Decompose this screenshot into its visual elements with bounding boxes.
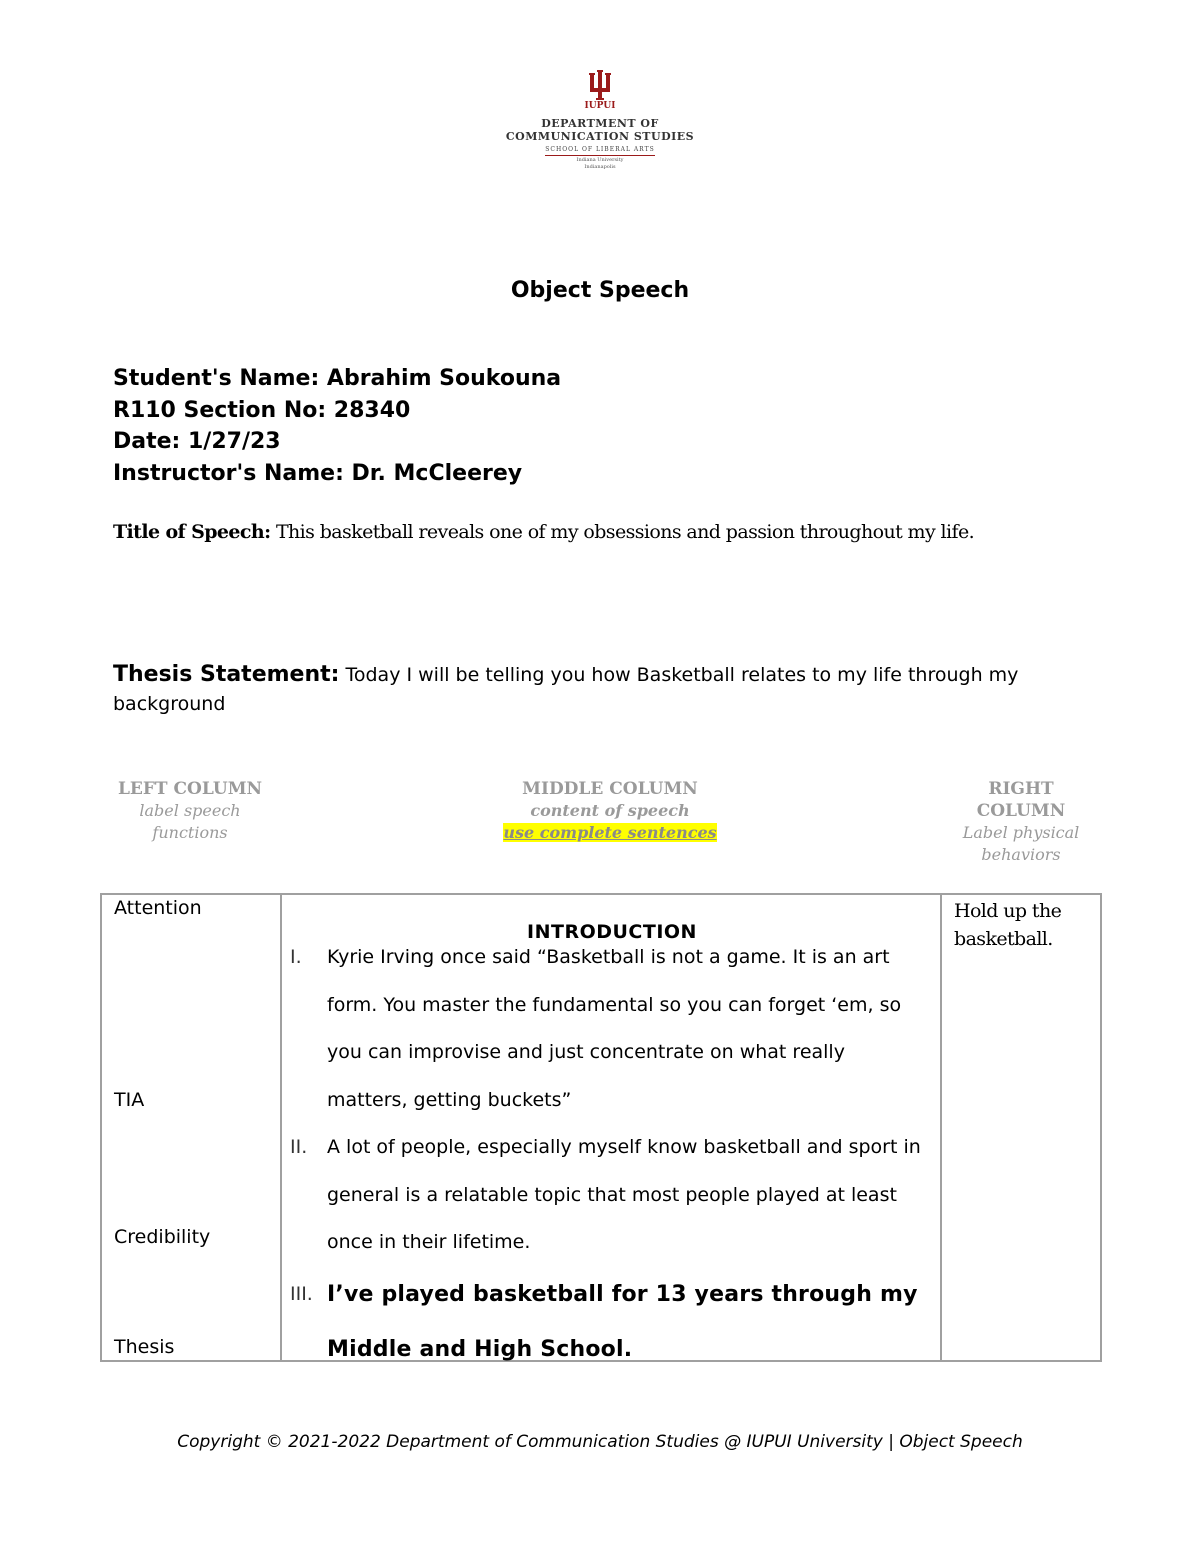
outline-item-1 [290,934,930,1124]
label-thesis: Thesis [114,1336,175,1358]
middle-column-sub1: content of speech [530,801,690,820]
department-logo [490,70,710,185]
left-column-sub2: functions [152,823,228,842]
thesis-text: Today I will be telling you how Basketball relates to my life through my background [113,664,1019,715]
logo-rule [545,155,655,156]
label-attention: Attention [114,897,202,919]
left-column-sub1: label speech [139,801,241,820]
instructor-name: Instructor's Name: Dr. McCleerey [113,460,523,486]
outline-item-3-number: III. [290,1283,313,1305]
outline-item-2-text: A lot of people, especially myself know basketball and sport in general is a relatable topic that most people played at least once in their lifetime. [327,1136,921,1253]
left-column-heading [110,778,270,844]
logo-univ-line2: Indianapolis [584,164,616,170]
thesis-statement [113,660,1083,719]
speech-title-text: This basketball reveals one of my obsessions and passion throughout my life. [270,521,975,543]
document-title: Object Speech [510,278,690,303]
right-column-heading [945,778,1097,866]
student-info [113,363,561,489]
column-divider-left [280,895,282,1360]
middle-column-sub2: use complete sentences [503,823,717,842]
middle-column-heading [470,778,750,844]
footer-copyright: Copyright © 2021-2022 Department of Communication Studies @ IUPUI University | Object Speech [177,1432,1023,1452]
right-column-sub1: Label physical [962,823,1080,842]
outline-table [100,893,1102,1362]
outline-item-3 [290,1267,930,1377]
right-column-title2: COLUMN [976,801,1066,821]
column-divider-right [940,895,942,1360]
speech-title [113,521,974,543]
thesis-label: Thesis Statement: [113,662,340,687]
outline-item-1-text: Kyrie Irving once said “Basketball is not a game. It is an art form. You master the fundamental so you can forget ‘em, so you can improvise and just concentrate on what really matters, getting buckets” [327,946,902,1111]
right-column-sub2: behaviors [981,845,1061,864]
speech-title-label: Title of Speech: [113,521,271,543]
section-number: R110 Section No: 28340 [113,397,411,423]
iu-trident-icon [589,70,611,100]
middle-column-title: MIDDLE COLUMN [522,779,698,799]
logo-school: SCHOOL OF LIBERAL ARTS [545,146,655,153]
right-column-title1: RIGHT [988,779,1054,799]
logo-org: IUPUI [584,101,616,111]
label-tia: TIA [114,1089,145,1111]
outline-item-2-number: II. [290,1136,308,1158]
logo-univ-line1: Indiana University [576,157,624,163]
outline-item-1-number: I. [290,946,302,968]
section-title-introduction: INTRODUCTION [527,921,697,943]
date: Date: 1/27/23 [113,429,281,454]
logo-dept-line2: COMMUNICATION STUDIES [505,130,695,143]
physical-behavior-note: Hold up the basketball. [954,900,1062,950]
outline-item-3-text: I’ve played basketball for 13 years through my Middle and High School. [327,1282,918,1362]
left-column-title: LEFT COLUMN [117,779,263,799]
label-credibility: Credibility [114,1226,211,1248]
logo-dept-line1: DEPARTMENT OF [541,117,659,130]
outline-item-2 [290,1124,930,1267]
student-name: Student's Name: Abrahim Soukouna [113,366,562,391]
